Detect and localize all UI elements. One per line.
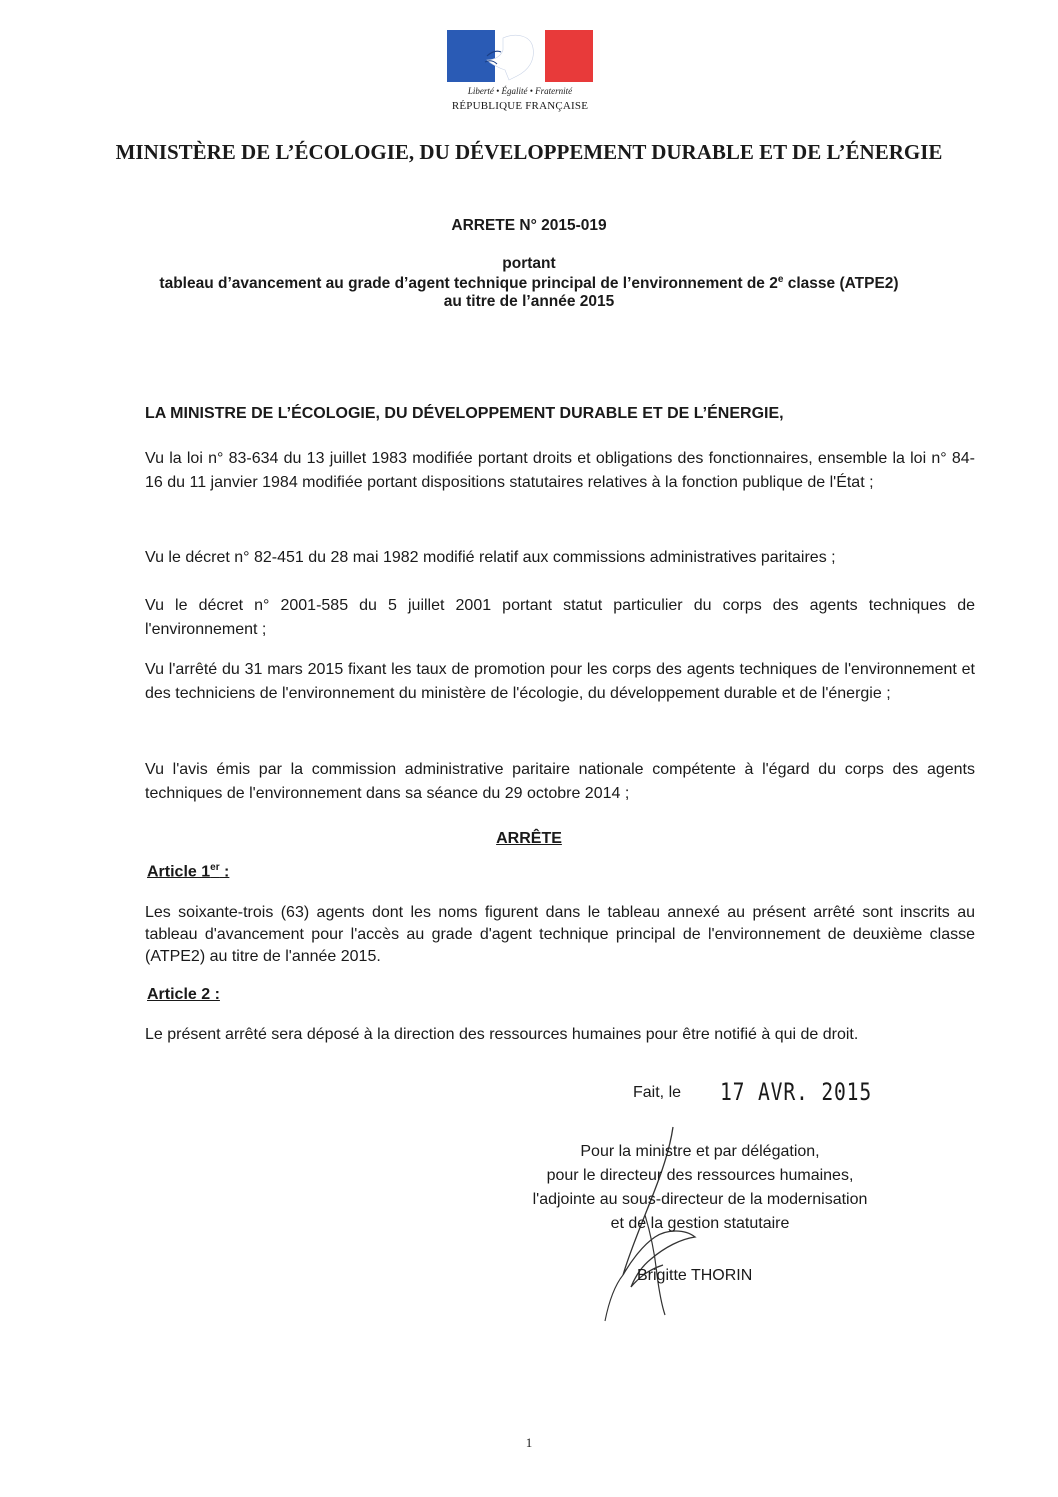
article-2-title: Article 2 : — [147, 986, 220, 1003]
signature-line-4: et de la gestion statutaire — [610, 1215, 790, 1232]
decree-subject-line1 — [60, 274, 998, 293]
decree-portant: portant — [502, 255, 556, 272]
date-stamp: 17 AVR. 2015 — [720, 1078, 873, 1106]
ministry-title: MINISTÈRE DE L’ÉCOLOGIE, DU DÉVELOPPEMENT DURABLE ET DE L’ÉNERGIE — [115, 140, 943, 164]
vu-paragraph-5: Vu l'avis émis par la commission administrative paritaire nationale compétente à l'égard du corps des agents techniques de l'environnement dans sa séance du 29 octobre 2014 ; — [145, 761, 975, 802]
signature-line-2: pour le directeur des ressources humaines, — [546, 1167, 854, 1184]
article-1-text: Les soixante-trois (63) agents dont les noms figurent dans le tableau annexé au présent arrêté sont inscrits au tableau d'avancement pour l'accès au grade d'agent technique principal de l'environnement de deuxième classe (ATPE2) au titre de l'année 2015. — [145, 904, 975, 965]
republique-francaise-logo — [445, 30, 595, 122]
article-1-title-sup: er — [210, 862, 220, 873]
marianne-flag-icon — [447, 30, 593, 82]
fait-le-label: Fait, le — [633, 1084, 682, 1101]
signature-line-3: l'adjointe au sous-directeur de la modernisation — [532, 1191, 868, 1208]
logo-republic-label: RÉPUBLIQUE FRANÇAISE — [451, 100, 589, 112]
decree-number: ARRETE N° 2015-019 — [451, 217, 607, 234]
vu-paragraph-1: Vu la loi n° 83-634 du 13 juillet 1983 modifiée portant droits et obligations des fonctionnaires, ensemble la loi n° 84-16 du 11 janvier 1984 modifiée portant dispositions statutaires relatives à la fonction publique de l'État ; — [145, 450, 975, 491]
article-1-title — [147, 862, 229, 881]
vu-paragraph-4: Vu l'arrêté du 31 mars 2015 fixant les taux de promotion pour les corps des agents techniques de l'environnement et des techniciens de l'environnement du ministère de l'écologie, du développement durable et de l'énergie ; — [145, 661, 975, 702]
logo-motto: Liberté • Égalité • Fraternité — [467, 86, 573, 96]
article-2-text: Le présent arrêté sera déposé à la direction des ressources humaines pour être notifié à qui de droit. — [145, 1026, 859, 1043]
signer-name: Brigitte THORIN — [637, 1267, 753, 1284]
decree-subject-sup: e — [777, 274, 784, 285]
decree-subject-pre: tableau d’avancement au grade d’agent technique principal de l’environnement de 2 — [159, 275, 778, 293]
signature-line-1: Pour la ministre et par délégation, — [580, 1143, 820, 1160]
vu-paragraph-3: Vu le décret n° 2001-585 du 5 juillet 2001 portant statut particulier du corps des agents techniques de l'environnement ; — [145, 597, 975, 638]
article-1-title-colon: : — [219, 863, 230, 881]
arrete-heading: ARRÊTE — [496, 830, 562, 847]
decree-subject-post: classe (ATPE2) — [783, 275, 899, 293]
body-heading: LA MINISTRE DE L’ÉCOLOGIE, DU DÉVELOPPEMENT DURABLE ET DE L’ÉNERGIE, — [145, 405, 784, 422]
signature-block — [470, 1140, 930, 1236]
vu-paragraph-2: Vu le décret n° 82-451 du 28 mai 1982 modifié relatif aux commissions administratives paritaires ; — [145, 549, 836, 566]
decree-subject-line2: au titre de l’année 2015 — [443, 293, 615, 310]
article-1-title-text: Article 1 — [147, 863, 211, 881]
page-number: 1 — [525, 1435, 533, 1450]
